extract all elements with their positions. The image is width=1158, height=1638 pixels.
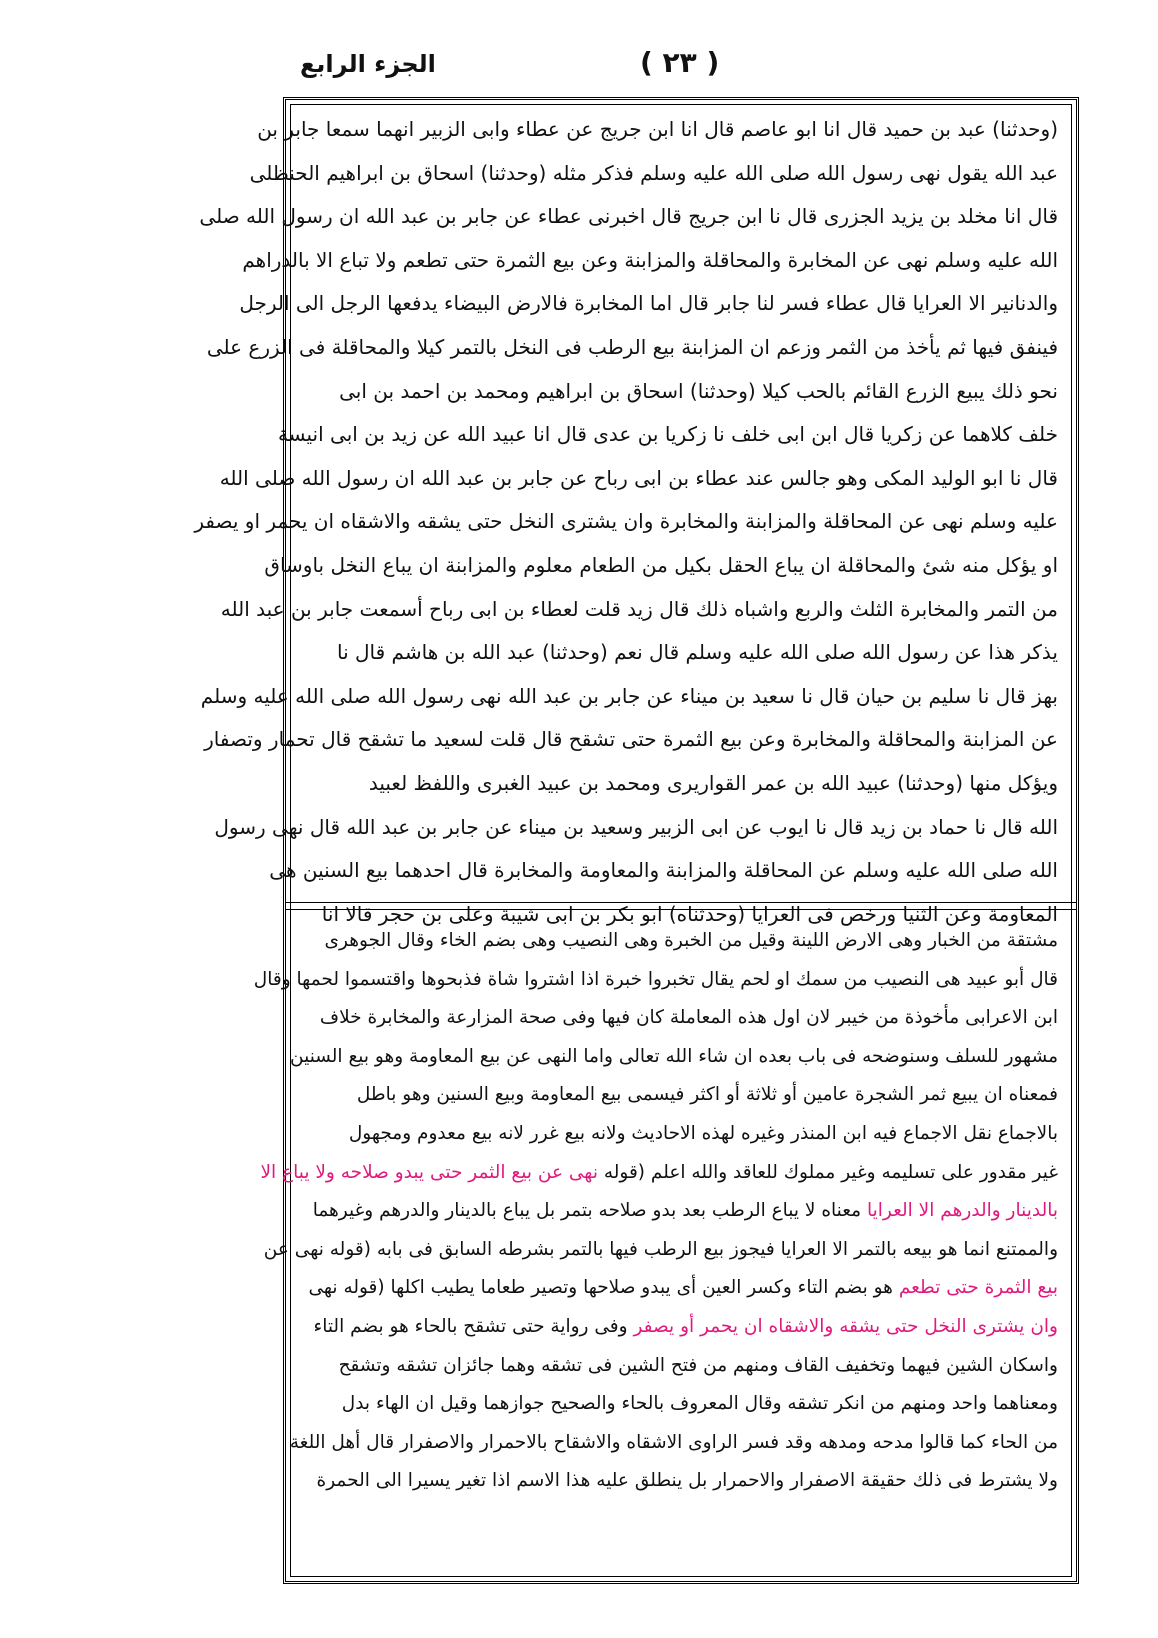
hadith-line: عليه وسلم نهى عن المحاقلة والمزابنة والمخابرة وان يشترى النخل حتى يشقه والاشقاه ان يحمر او يصفر [194, 509, 1058, 534]
commentary-line: من الحاء كما قالوا مدحه ومدهه وقد فسر الراوى الاشقاه والاشقاح بالاحمرار والاصفرار قال أهل اللغة [289, 1431, 1058, 1453]
page-number: ( ٢٣ ) [640, 46, 720, 79]
hadith-line: او يؤكل منه شئ والمحاقلة ان يباع الحقل بكيل من الطعام معلوم والمزابنة ان يباع النخل باوساق [264, 552, 1058, 577]
hadith-line: يذكر هذا عن رسول الله صلى الله عليه وسلم قال نعم (وحدثنا) عبد الله بن هاشم قال نا [337, 640, 1058, 665]
commentary-line: ولا يشترط فى ذلك حقيقة الاصفرار والاحمرار بل ينطلق عليه هذا الاسم اذا تغير يسيرا الى الحمرة [316, 1470, 1058, 1492]
hadith-line: والدنانير الا العرايا قال عطاء فسر لنا جابر قال اما المخابرة فالارض البيضاء يدفعها الرجل الى الرجل [239, 291, 1058, 316]
commentary-line [260, 1154, 1058, 1193]
commentary-text-block [253, 922, 1058, 1501]
commentary-text: وفى رواية حتى تشقح بالحاء هو بضم التاء [313, 1315, 634, 1337]
commentary-text: هو بضم التاء وكسر العين أى يبدو صلاحها وتصير طعاما يطيب اكلها (قوله نهى [308, 1277, 899, 1299]
commentary-line [304, 1308, 1058, 1347]
page-header [0, 38, 1158, 98]
highlighted-quote: وان يشترى النخل حتى يشقه والاشقاه ان يحمر أو يصفر [633, 1315, 1058, 1337]
commentary-line: فمعناه ان يبيع ثمر الشجرة عامين أو ثلاثة أو اكثر فيسمى بيع المعاومة وبيع السنين وهو باطل [356, 1084, 1058, 1106]
commentary-line [304, 1269, 1058, 1308]
commentary-line: قال أبو عبيد هى النصيب من سمك او لحم يقال تخبروا خبرة اذا اشتروا شاة فذبحوها واقتسموا لحمها وقال [253, 968, 1058, 990]
commentary-line: ومعناهما واحد ومنهم من انكر تشقه وقال المعروف بالحاء والصحيح جوازهما وقيل ان الهاء بدل [341, 1393, 1058, 1415]
hadith-line: من التمر والمخابرة الثلث والربع واشباه ذلك قال زيد قلت لعطاء بن ابى رباح أسمعت جابر بن عبد الله [220, 596, 1058, 621]
hadith-line: المعاومة وعن الثنيا ورخص فى العرايا (وحدثناه) ابو بكر بن ابى شيبة وعلى بن حجر قالا انا [321, 901, 1058, 926]
commentary-line: ابن الاعرابى مأخوذة من خيبر لان اول هذه المعاملة كان فيها وفى صحة المزارعة والمخابرة خلاف [319, 1007, 1058, 1029]
hadith-line: (وحدثنا) عبد بن حميد قال انا ابو عاصم قال انا ابن جريج عن عطاء وابى الزبير انهما سمعا جابر بن [257, 117, 1058, 141]
hadith-line: عن المزابنة والمحاقلة والمخابرة وعن بيع الثمرة حتى تشقح قال قلت لسعيد ما تشقح قال تحمار وتصفار [204, 727, 1058, 752]
hadith-line: فينفق فيها ثم يأخذ من الثمر وزعم ان المزابنة بيع الرطب فى النخل بالتمر كيلا والمحاقلة فى الزرع على [206, 334, 1058, 359]
hadith-line: قال انا مخلد بن يزيد الجزرى قال نا ابن جريج قال اخبرنى عطاء عن جابر بن عبد الله ان رسول الله صلى [199, 204, 1058, 229]
hadith-line: خلف كلاهما عن زكريا قال ابن ابى خلف نا زكريا بن عدى قال انا عبيد الله عن زيد بن ابى انيسة [277, 422, 1058, 447]
hadith-line: ويؤكل منها (وحدثنا) عبيد الله بن عمر القواريرى ومحمد بن عبيد الغبرى واللفظ لعبيد [368, 770, 1058, 795]
hadith-line: عبد الله يقول نهى رسول الله صلى الله عليه وسلم فذكر مثله (وحدثنا) اسحاق بن ابراهيم الحنظلى [249, 160, 1058, 185]
commentary-line: مشهور للسلف وسنوضحه فى باب بعده ان شاء الله تعالى واما النهى عن بيع المعاومة وهو بيع السنين [290, 1045, 1058, 1067]
commentary-line: مشتقة من الخبار وهى الارض اللينة وقيل من الخبرة وهى النصيب وهى بضم الخاء وقال الجوهرى [324, 930, 1058, 951]
hadith-line: الله صلى الله عليه وسلم عن المحاقلة والمزابنة والمعاومة والمخابرة قال احدهما بيع السنين هى [269, 858, 1058, 883]
section-divider [286, 902, 1076, 910]
hadith-text-block [194, 108, 1058, 936]
commentary-line: بالاجماع نقل الاجماع فيه ابن المنذر وغيره لهذه الاحاديث ولانه بيع غرر لانه بيع معدوم ومجهول [348, 1122, 1058, 1144]
commentary-line [304, 1192, 1058, 1231]
hadith-line: الله عليه وسلم نهى عن المخابرة والمحاقلة والمزابنة وعن بيع الثمرة حتى تطعم ولا تباع الا بالدراهم [242, 247, 1058, 272]
commentary-line: واسكان الشين فيهما وتخفيف القاف ومنهم من فتح الشين فى تشقه وهما جائزان تشقه وتشقح [338, 1354, 1058, 1376]
commentary-text: غير مقدور على تسليمه وغير مملوك للعاقد والله اعلم (قوله [597, 1161, 1058, 1183]
text-frame [194, 97, 1079, 1584]
commentary-line: والممتنع انما هو بيعه بالتمر الا العرايا فيجوز بيع الرطب فيها بالتمر بشرطه السابق فى بابه (قوله نهى عن [263, 1238, 1058, 1260]
highlighted-quote: بيع الثمرة حتى تطعم [898, 1277, 1058, 1299]
highlighted-quote: بالدينار والدرهم الا العرايا [866, 1200, 1058, 1222]
hadith-line: نحو ذلك يبيع الزرع القائم بالحب كيلا (وحدثنا) اسحاق بن ابراهيم ومحمد بن احمد بن ابى [339, 378, 1058, 403]
hadith-line: بهز قال نا سليم بن حيان قال نا سعيد بن ميناء عن جابر بن عبد الله نهى رسول الله صلى الله عليه وسلم [200, 683, 1058, 708]
commentary-text: معناه لا يباع الرطب بعد بدو صلاحه بتمر بل يباع بالدينار والدرهم وغيرهما [312, 1200, 867, 1222]
hadith-line: الله قال نا حماد بن زيد قال نا ايوب عن ابى الزبير وسعيد بن ميناء عن جابر بن عبد الله قال نهى رسول [214, 814, 1058, 839]
part-title: الجزء الرابع [300, 50, 436, 78]
hadith-line: قال نا ابو الوليد المكى وهو جالس عند عطاء بن ابى رباح عن جابر بن عبد الله ان رسول الله صلى الله [219, 465, 1058, 490]
highlighted-quote: نهى عن بيع الثمر حتى يبدو صلاحه ولا يباع الا [260, 1161, 598, 1183]
